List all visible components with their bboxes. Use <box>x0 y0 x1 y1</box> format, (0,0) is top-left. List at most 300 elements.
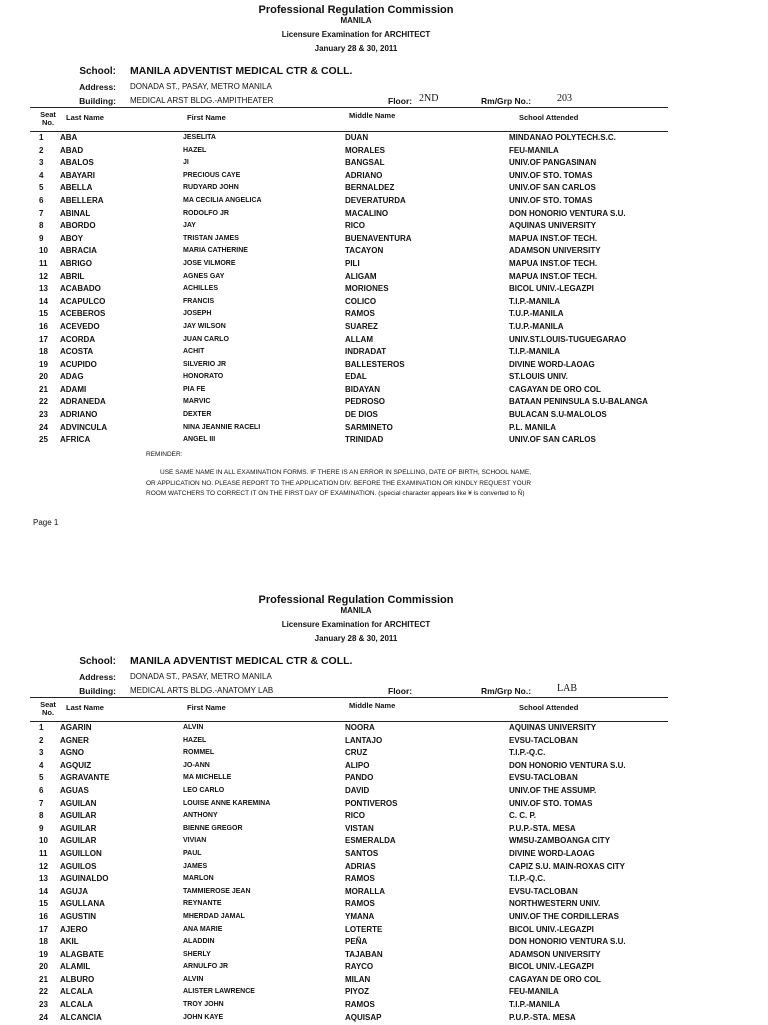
last-name: ABORDO <box>60 221 96 231</box>
first-name: FRANCIS <box>183 297 215 305</box>
last-name: AKIL <box>60 937 79 947</box>
first-name: TROY JOHN <box>183 1001 224 1009</box>
school-attended: EVSU-TACLOBAN <box>509 773 578 783</box>
table-row <box>0 385 768 398</box>
seat-number: 3 <box>39 748 44 758</box>
last-name: AGUINALDO <box>60 874 109 884</box>
school-attended: EVSU-TACLOBAN <box>509 886 578 896</box>
table-row <box>0 849 768 862</box>
middle-name: NOORA <box>345 723 375 732</box>
middle-name: ADRIANO <box>345 170 383 180</box>
last-name: AGUILAR <box>60 811 97 821</box>
last-name: AGUILOS <box>60 861 97 871</box>
school-attended: DON HONORIO VENTURA S.U. <box>509 760 626 770</box>
building-value: MEDICAL ARST BLDG.-AMPITHEATER <box>130 96 274 105</box>
first-name: HONORATO <box>183 373 224 381</box>
table-row <box>0 272 768 285</box>
middle-name: COLICO <box>345 296 377 306</box>
table-row <box>0 221 768 234</box>
page-number: Page 1 <box>33 518 59 527</box>
seat-number: 19 <box>39 949 48 959</box>
last-name: AGARIN <box>60 723 92 732</box>
table-row <box>0 259 768 272</box>
school-attended: NORTHWESTERN UNIV. <box>509 899 601 909</box>
school-attended: ADAMSON UNIVERSITY <box>509 949 601 959</box>
table-row <box>0 950 768 963</box>
middle-name: TAJABAN <box>345 949 383 959</box>
table-row <box>0 987 768 1000</box>
seat-number: 1 <box>39 723 44 732</box>
table-row <box>0 158 768 171</box>
commission-title: Professional Regulation Commission <box>258 4 454 16</box>
last-name: ACUPIDO <box>60 359 97 369</box>
table-row <box>0 773 768 786</box>
first-name: ALVIN <box>183 724 204 731</box>
exam-dates: January 28 & 30, 2011 <box>314 44 398 53</box>
table-row <box>0 723 768 736</box>
last-name: AGQUIZ <box>60 760 92 770</box>
table-row <box>0 899 768 912</box>
first-name: ROMMEL <box>183 749 215 757</box>
school-attended: DIVINE WORD-LAOAG <box>509 359 595 369</box>
city-title: MANILA <box>340 606 372 615</box>
last-name: ADRANEDA <box>60 397 106 407</box>
last-name: AGUILAR <box>60 823 97 833</box>
last-name: ABRIGO <box>60 258 92 268</box>
first-name: ALADDIN <box>183 938 215 946</box>
school-attended: P.U.P.-STA. MESA <box>509 823 576 833</box>
first-name: ANA MARIE <box>183 925 223 933</box>
last-name: ABELLERA <box>60 195 104 205</box>
first-name: MARVIC <box>183 398 211 406</box>
seat-number: 22 <box>39 397 48 407</box>
middle-name: MORALLA <box>345 886 385 896</box>
table-row <box>0 435 768 448</box>
school-attended: MINDANAO POLYTECH.S.C. <box>509 133 616 142</box>
middle-name: YMANA <box>345 911 375 921</box>
last-name: ABRIL <box>60 271 85 281</box>
school-attended: CAGAYAN DE ORO COL <box>509 384 601 394</box>
floor-value: 2ND <box>419 93 439 104</box>
first-name: TRISTAN JAMES <box>183 234 239 242</box>
middle-name: EDAL <box>345 372 367 382</box>
last-name: ABOY <box>60 233 84 243</box>
middle-name: PILI <box>345 258 360 268</box>
column-header-middle-name: Middle Name <box>349 111 396 120</box>
table-row <box>0 1013 768 1025</box>
column-header-school: School Attended <box>519 113 579 122</box>
seat-number: 8 <box>39 811 44 821</box>
first-name: TAMMIEROSE JEAN <box>183 887 251 895</box>
middle-name: DAVID <box>345 785 370 795</box>
school-attended: BICOL UNIV.-LEGAZPI <box>509 962 594 972</box>
first-name: ACHIT <box>183 348 205 356</box>
last-name: AGULLANA <box>60 899 105 909</box>
first-name: ACHILLES <box>183 285 218 293</box>
seat-number: 4 <box>39 760 44 770</box>
school-attended: FEU-MANILA <box>509 987 559 997</box>
middle-name: ALIPO <box>345 760 370 770</box>
first-name: MHERDAD JAMAL <box>183 912 245 920</box>
seat-number: 10 <box>39 246 48 256</box>
seat-number: 23 <box>39 1000 48 1010</box>
header-divider-bottom <box>30 721 668 722</box>
last-name: ADRIANO <box>60 410 98 420</box>
commission-title: Professional Regulation Commission <box>258 594 454 606</box>
last-name: ABELLA <box>60 183 93 193</box>
table-row <box>0 748 768 761</box>
seat-number: 20 <box>39 372 48 382</box>
seat-number: 5 <box>39 183 44 193</box>
middle-name: RAMOS <box>345 309 375 319</box>
middle-name: RAMOS <box>345 1000 375 1010</box>
school-attended: CAGAYAN DE ORO COL <box>509 974 601 984</box>
middle-name: PIYOZ <box>345 987 370 997</box>
first-name: JI <box>183 159 189 167</box>
middle-name: MORIONES <box>345 284 389 294</box>
column-header-first-name: First Name <box>187 703 226 712</box>
first-name: RUDYARD JOHN <box>183 184 239 192</box>
first-name: BIENNE GREGOR <box>183 824 243 832</box>
school-attended: MAPUA INST.OF TECH. <box>509 258 598 268</box>
address-value: DONADA ST., PASAY, METRO MANILA <box>130 672 272 681</box>
last-name: AGUILLON <box>60 848 102 858</box>
first-name: JESELITA <box>183 134 216 141</box>
last-name: ACEBEROS <box>60 309 106 319</box>
reminder-line: USE SAME NAME IN ALL EXAMINATION FORMS. IF THERE IS AN ERROR IN SPELLING, DATE OF BIRTH, SCHOOL NAME, <box>160 469 532 476</box>
school-label: School: <box>79 656 116 667</box>
seat-number: 3 <box>39 158 44 168</box>
examinee-table <box>0 133 768 448</box>
seat-number: 13 <box>39 284 48 294</box>
first-name: ANGEL III <box>183 436 216 444</box>
exam-title: Licensure Examination for ARCHITECT <box>281 30 431 39</box>
seat-number: 2 <box>39 145 44 155</box>
last-name: ADAG <box>60 372 84 382</box>
table-row <box>0 799 768 812</box>
last-name: ACOSTA <box>60 347 94 357</box>
seat-number: 16 <box>39 911 48 921</box>
school-attended: UNIV.OF PANGASINAN <box>509 158 597 168</box>
first-name: JAY <box>183 222 196 230</box>
first-name: LEO CARLO <box>183 786 225 794</box>
seat-number: 21 <box>39 974 48 984</box>
table-row <box>0 962 768 975</box>
middle-name: TRINIDAD <box>345 435 384 445</box>
seat-number: 14 <box>39 886 48 896</box>
table-row <box>0 410 768 423</box>
table-row <box>0 761 768 774</box>
first-name: ALISTER LAWRENCE <box>183 988 255 996</box>
school-attended: UNIV.OF SAN CARLOS <box>509 435 596 445</box>
seat-number: 15 <box>39 309 48 319</box>
seat-number: 18 <box>39 347 48 357</box>
table-row <box>0 171 768 184</box>
last-name: ALCANCIA <box>60 1012 102 1022</box>
school-label: School: <box>79 66 116 77</box>
table-row <box>0 133 768 146</box>
first-name: HAZEL <box>183 736 207 744</box>
middle-name: ALIGAM <box>345 271 377 281</box>
seat-number: 9 <box>39 823 44 833</box>
seat-number: 16 <box>39 321 48 331</box>
middle-name: RAYCO <box>345 962 374 972</box>
first-name: DEXTER <box>183 411 212 419</box>
table-row <box>0 246 768 259</box>
reminder-line: ROOM WATCHERS TO CORRECT IT ON THE FIRST DAY OF EXAMINATION. (special character appears like ¥ is converted to Ñ) <box>146 490 525 497</box>
table-row <box>0 824 768 837</box>
middle-name: DE DIOS <box>345 410 378 420</box>
table-row <box>0 736 768 749</box>
school-attended: P.L. MANILA <box>509 422 556 432</box>
table-row <box>0 937 768 950</box>
first-name: PRECIOUS CAYE <box>183 171 241 179</box>
first-name: RODOLFO JR <box>183 209 229 217</box>
middle-name: ADRIAS <box>345 861 376 871</box>
seat-number: 11 <box>39 258 48 268</box>
middle-name: MILAN <box>345 974 371 984</box>
school-attended: T.I.P.-MANILA <box>509 1000 560 1010</box>
table-row <box>0 786 768 799</box>
last-name: ALAGBATE <box>60 949 104 959</box>
middle-name: BIDAYAN <box>345 384 380 394</box>
table-row <box>0 912 768 925</box>
last-name: ADVINCULA <box>60 422 108 432</box>
school-attended: T.I.P.-Q.C. <box>509 748 546 758</box>
last-name: ACABADO <box>60 284 101 294</box>
seat-number: 18 <box>39 937 48 947</box>
last-name: ALAMIL <box>60 962 91 972</box>
first-name: MARLON <box>183 875 214 883</box>
middle-name: SARMINETO <box>345 422 393 432</box>
first-name: ALVIN <box>183 975 204 983</box>
middle-name: CRUZ <box>345 748 368 758</box>
room-label: Rm/Grp No.: <box>481 686 532 696</box>
school-attended: MAPUA INST.OF TECH. <box>509 233 598 243</box>
seat-number: 11 <box>39 848 48 858</box>
table-row <box>0 423 768 436</box>
table-row <box>0 887 768 900</box>
table-row <box>0 183 768 196</box>
table-row <box>0 397 768 410</box>
school-attended: T.I.P.-MANILA <box>509 296 560 306</box>
first-name: MA CECILIA ANGELICA <box>183 196 262 204</box>
column-header-last-name: Last Name <box>66 703 104 712</box>
seat-number: 5 <box>39 773 44 783</box>
middle-name: MORALES <box>345 145 385 155</box>
table-row <box>0 862 768 875</box>
table-row <box>0 309 768 322</box>
middle-name: AQUISAP <box>345 1012 382 1022</box>
address-label: Address: <box>79 672 116 682</box>
last-name: AGUSTIN <box>60 911 96 921</box>
table-row <box>0 874 768 887</box>
middle-name: PANDO <box>345 773 374 783</box>
seat-number: 13 <box>39 874 48 884</box>
school-attended: ADAMSON UNIVERSITY <box>509 246 601 256</box>
last-name: AGUILAR <box>60 836 97 846</box>
table-row <box>0 322 768 335</box>
seat-number: 22 <box>39 987 48 997</box>
seat-number: 12 <box>39 861 48 871</box>
last-name: ABAD <box>60 145 84 155</box>
last-name: ABA <box>60 133 78 142</box>
last-name: ALCALA <box>60 987 93 997</box>
last-name: AJERO <box>60 924 88 934</box>
school-attended: EVSU-TACLOBAN <box>509 735 578 745</box>
examinee-table <box>0 723 768 1025</box>
last-name: ABINAL <box>60 208 91 218</box>
middle-name: RAMOS <box>345 874 375 884</box>
seat-number: 10 <box>39 836 48 846</box>
column-header-first-name: First Name <box>187 113 226 122</box>
first-name: JAY WILSON <box>183 322 226 330</box>
seat-number: 8 <box>39 221 44 231</box>
seat-number: 24 <box>39 1012 48 1022</box>
middle-name: BANGSAL <box>345 158 385 168</box>
first-name: PIA FE <box>183 385 206 393</box>
school-attended: UNIV.OF STO. TOMAS <box>509 195 593 205</box>
school-attended: DON HONORIO VENTURA S.U. <box>509 208 626 218</box>
column-header-middle-name: Middle Name <box>349 701 396 710</box>
middle-name: PEÑA <box>345 937 368 947</box>
school-value: MANILA ADVENTIST MEDICAL CTR & COLL. <box>130 65 353 77</box>
floor-label: Floor: <box>388 686 413 696</box>
first-name: LOUISE ANNE KAREMINA <box>183 799 271 807</box>
last-name: ABRACIA <box>60 246 97 256</box>
reminder-text <box>146 468 586 500</box>
table-row <box>0 925 768 938</box>
room-value: LAB <box>557 683 577 694</box>
first-name: JAMES <box>183 862 208 870</box>
school-attended: BICOL UNIV.-LEGAZPI <box>509 924 594 934</box>
middle-name: BUENAVENTURA <box>345 233 412 243</box>
seat-number: 14 <box>39 296 48 306</box>
building-label: Building: <box>79 686 116 696</box>
header-divider-bottom <box>30 131 668 132</box>
last-name: ALCALA <box>60 1000 93 1010</box>
seat-number: 20 <box>39 962 48 972</box>
school-attended: BATAAN PENINSULA S.U-BALANGA <box>509 397 648 407</box>
address-label: Address: <box>79 82 116 92</box>
middle-name: MACALINO <box>345 208 389 218</box>
school-attended: FEU-MANILA <box>509 145 559 155</box>
address-value: DONADA ST., PASAY, METRO MANILA <box>130 82 272 91</box>
first-name: ARNULFO JR <box>183 963 229 971</box>
middle-name: BERNALDEZ <box>345 183 395 193</box>
middle-name: INDRADAT <box>345 347 387 357</box>
seat-number: 25 <box>39 435 48 445</box>
last-name: AGNO <box>60 748 84 758</box>
reminder-title: REMINDER: <box>146 451 183 458</box>
school-attended: BULACAN S.U-MALOLOS <box>509 410 607 420</box>
seat-number: 6 <box>39 785 44 795</box>
table-row <box>0 297 768 310</box>
school-attended: UNIV.OF STO. TOMAS <box>509 170 593 180</box>
table-row <box>0 975 768 988</box>
table-row <box>0 146 768 159</box>
first-name: JOHN KAYE <box>183 1013 224 1021</box>
middle-name: ALLAM <box>345 334 373 344</box>
first-name: JOSEPH <box>183 310 212 318</box>
school-attended: UNIV.OF SAN CARLOS <box>509 183 596 193</box>
last-name: AGUJA <box>60 886 89 896</box>
column-header-seat: Seat No. <box>40 110 56 127</box>
school-attended: T.I.P.-Q.C. <box>509 874 546 884</box>
school-attended: MAPUA INST.OF TECH. <box>509 271 598 281</box>
table-row <box>0 209 768 222</box>
column-header-seat: Seat No. <box>40 700 56 717</box>
header-divider-top <box>30 697 668 698</box>
exam-title: Licensure Examination for ARCHITECT <box>281 620 431 629</box>
middle-name: RICO <box>345 811 365 821</box>
header-divider-top <box>30 107 668 108</box>
school-attended: AQUINAS UNIVERSITY <box>509 221 597 231</box>
room-label: Rm/Grp No.: <box>481 96 532 106</box>
school-value: MANILA ADVENTIST MEDICAL CTR & COLL. <box>130 655 353 667</box>
seat-number: 4 <box>39 170 44 180</box>
first-name: ANTHONY <box>183 812 218 820</box>
first-name: SILVERIO JR <box>183 360 227 368</box>
table-row <box>0 360 768 373</box>
school-attended: UNIV.OF THE CORDILLERAS <box>509 911 619 921</box>
table-row <box>0 335 768 348</box>
first-name: REYNANTE <box>183 900 222 908</box>
middle-name: SUAREZ <box>345 321 378 331</box>
last-name: ABAYARI <box>60 170 95 180</box>
table-row <box>0 284 768 297</box>
floor-label: Floor: <box>388 96 413 106</box>
first-name: NINA JEANNIE RACELI <box>183 423 261 431</box>
seat-number: 2 <box>39 735 44 745</box>
reminder-line: OR APPLICATION NO. PLEASE REPORT TO THE APPLICATION DIV. BEFORE THE EXAMINATION OR KINDLY REQUEST YOUR <box>146 479 532 487</box>
school-attended: T.I.P.-MANILA <box>509 347 560 357</box>
table-row <box>0 234 768 247</box>
middle-name: RAMOS <box>345 899 375 909</box>
middle-name: LOTERTE <box>345 924 383 934</box>
last-name: AFRICA <box>60 435 91 445</box>
building-value: MEDICAL ARTS BLDG.-ANATOMY LAB <box>130 686 274 695</box>
column-header-school: School Attended <box>519 703 579 712</box>
table-row <box>0 196 768 209</box>
middle-name: TACAYON <box>345 246 384 256</box>
seat-number: 15 <box>39 899 48 909</box>
seat-number: 17 <box>39 924 48 934</box>
last-name: AGRAVANTE <box>60 773 110 783</box>
school-attended: BICOL UNIV.-LEGAZPI <box>509 284 594 294</box>
middle-name: DEVERATURDA <box>345 195 406 205</box>
middle-name: DUAN <box>345 133 369 142</box>
seat-number: 9 <box>39 233 44 243</box>
table-row <box>0 372 768 385</box>
seat-number: 1 <box>39 133 44 142</box>
middle-name: PONTIVEROS <box>345 798 398 808</box>
school-attended: P.U.P.-STA. MESA <box>509 1012 576 1022</box>
seat-number: 23 <box>39 410 48 420</box>
seat-number: 7 <box>39 798 44 808</box>
school-attended: DIVINE WORD-LAOAG <box>509 848 595 858</box>
middle-name: BALLESTEROS <box>345 359 405 369</box>
school-attended: CAPIZ S.U. MAIN-ROXAS CITY <box>509 861 626 871</box>
school-attended: AQUINAS UNIVERSITY <box>509 723 597 732</box>
last-name: AGUAS <box>60 785 89 795</box>
school-attended: T.U.P.-MANILA <box>509 309 564 319</box>
last-name: ADAMI <box>60 384 87 394</box>
school-attended: DON HONORIO VENTURA S.U. <box>509 937 626 947</box>
first-name: JOSE VILMORE <box>183 259 236 267</box>
table-row <box>0 811 768 824</box>
first-name: JO-ANN <box>183 761 210 769</box>
